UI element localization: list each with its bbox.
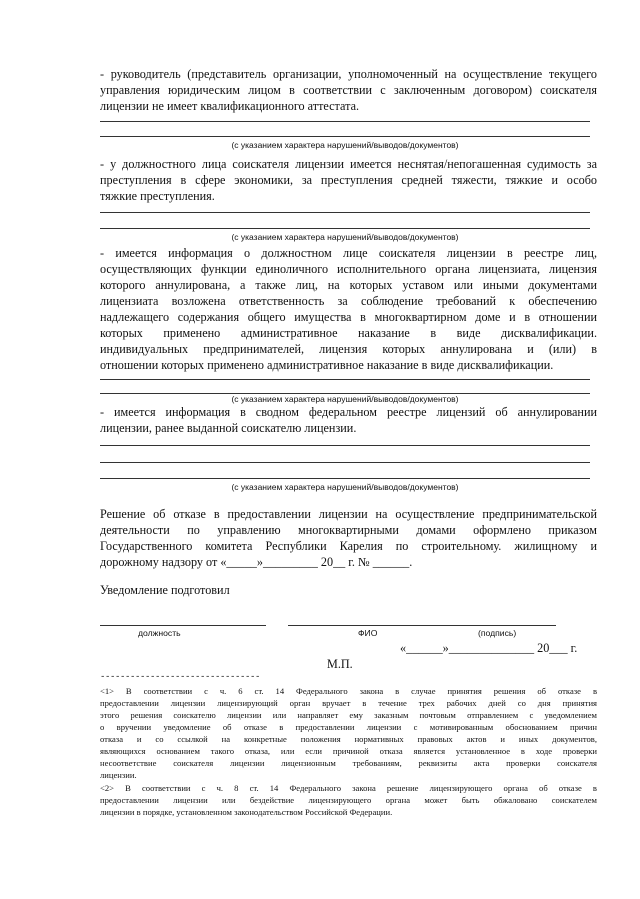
blank-underline: [100, 462, 590, 463]
field-caption: (с указанием характера нарушений/выводов/документов): [231, 394, 459, 404]
signature-label: (подпись): [478, 628, 517, 638]
footnote-line: этого решения соискателю лицензии или направляет ему заказным почтовым отправлением с уведомлением: [100, 710, 597, 720]
blank-underline: [100, 379, 590, 380]
paragraph-line: Государственного комитета Республики Карелия по строительному. жилищному и: [100, 539, 597, 553]
blank-underline: [100, 212, 590, 213]
footnote-line: лицензии.: [100, 770, 137, 780]
position-label: должность: [138, 628, 181, 638]
paragraph-line: которых применено административное наказание в виде дисквалификации.: [100, 326, 597, 340]
paragraph-line: деятельности по управлению многоквартирными домами оформлено приказом: [100, 523, 597, 537]
paragraph-line: осуществляющих функции единоличного исполнительного органа лицензиата, лицензия: [100, 262, 597, 276]
paragraph-line: - имеется информация в сводном федеральном реестре лицензий об аннулировании: [100, 405, 597, 419]
position-underline: [100, 625, 266, 626]
blank-underline: [100, 478, 590, 479]
paragraph-line: - руководитель (представитель организации, уполномоченный на осуществление текущего: [100, 67, 597, 81]
name-label: ФИО: [358, 628, 378, 638]
paragraph-line: лицензии, ранее выданной соискателю лицензии.: [100, 421, 357, 435]
footnote-line: лицензии в порядке, установленном законодательством Российской Федерации.: [100, 807, 393, 817]
footnote-line: <2> В соответствии с ч. 8 ст. 14 Федерального закона решение лицензирующего органа об отказе в: [100, 783, 597, 793]
footnote-separator: --------------------------------: [100, 672, 261, 682]
paragraph-line: индивидуальных предпринимателей, лицензия которых аннулирована и (или) в: [100, 342, 597, 356]
paragraph-line: - у должностного лица соискателя лицензии имеется неснятая/непогашенная судимость за: [100, 157, 597, 171]
blank-underline: [100, 136, 590, 137]
footnote-line: о вручении уведомление об отказе в предоставлении лицензии с мотивированным обоснованием причин: [100, 722, 597, 732]
footnote-line: предоставлении лицензии или бездействие лицензирующего органа может быть обжаловано соискателем: [100, 795, 597, 805]
footnote-line: являющихся основанием такого отказа, или если причиной отказа является установленное в ходе проверки: [100, 746, 597, 756]
prepared-by-label: Уведомление подготовил: [100, 583, 230, 597]
blank-underline: [100, 228, 590, 229]
paragraph-line: лицензиата возложена ответственность за соблюдение требований к обеспечению: [100, 294, 597, 308]
footnote-line: <1> В соответствии с ч. 6 ст. 14 Федерального закона в случае принятия решения об отказе в: [100, 686, 597, 696]
footnote-line: отказа и со ссылкой на конкретные положения нормативных правовых актов и иных документов,: [100, 734, 597, 744]
paragraph-line: тяжкие преступления.: [100, 189, 215, 203]
blank-underline: [100, 445, 590, 446]
field-caption: (с указанием характера нарушений/выводов/документов): [231, 140, 459, 150]
paragraph-line: лицензии не имеет квалификационного аттестата.: [100, 99, 360, 113]
date-line: «______»______________ 20___ г.: [400, 641, 578, 655]
paragraph-line: которого аннулирована, а также лиц, на которых уставом или иными документами: [100, 278, 597, 292]
paragraph-line: - имеется информация о должностном лице соискателя лицензии в реестре лиц,: [100, 246, 597, 260]
paragraph-line: отношении которых применено административное наказание в виде дисквалификации.: [100, 358, 554, 372]
blank-underline: [100, 121, 590, 122]
stamp-placeholder: М.П.: [327, 657, 353, 671]
paragraph-line: преступления в сфере экономики, за преступления средней тяжести, тяжкие и особо: [100, 173, 597, 187]
footnote-line: несоответствие соискателя лицензии лицензионным требованиям, реквизиты акта проверки соискателя: [100, 758, 597, 768]
footnote-line: предоставлении лицензии лицензирующий орган вручает в течение трех рабочих дней со дня принятия: [100, 698, 597, 708]
field-caption: (с указанием характера нарушений/выводов/документов): [231, 482, 459, 492]
field-caption: (с указанием характера нарушений/выводов/документов): [231, 232, 459, 242]
name-signature-underline: [288, 625, 556, 626]
paragraph-line: управления юридическим лицом в соответствии с заключенным договором) соискателя: [100, 83, 597, 97]
paragraph-line: дорожному надзору от «_____»_________ 20__ г. № ______.: [100, 555, 413, 569]
paragraph-line: Решение об отказе в предоставлении лицензии на осуществление предпринимательской: [100, 507, 597, 521]
paragraph-line: надлежащего содержания общего имущества в многоквартирном доме и в отношении: [100, 310, 597, 324]
